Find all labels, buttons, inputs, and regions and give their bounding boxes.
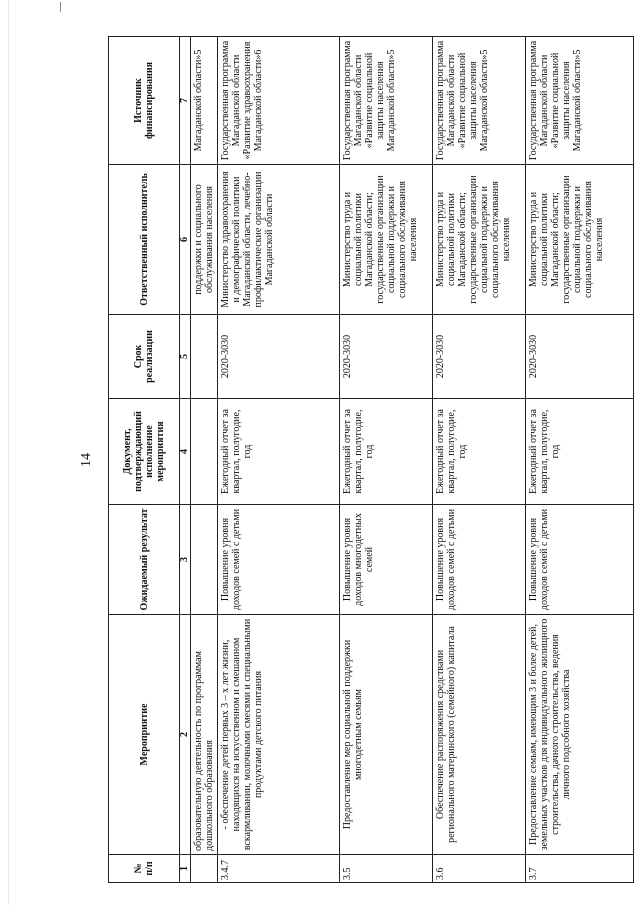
row-executor: Министерство труда и социальной политики Магаданской области; государственные организации социальной поддержки и социального обслуживания населения xyxy=(433,165,526,315)
row-result: Повышение уровня доходов многодетных семей xyxy=(340,505,433,615)
header-executor: Ответственный исполнитель xyxy=(109,165,180,315)
table-row xyxy=(340,37,433,883)
row-executor: Министерство труда и социальной политики Магаданской области; государственные организации социальной поддержки и социального обслуживания населения xyxy=(526,165,634,315)
table-header-row xyxy=(109,37,180,883)
row-document: Ежегодный отчет за квартал, полугодие, год xyxy=(218,399,340,505)
measures-table xyxy=(108,36,634,883)
row-term: 2020-3030 xyxy=(218,315,340,399)
header-event: Мероприятие xyxy=(109,615,180,855)
column-number: 4 xyxy=(180,399,191,505)
table-row xyxy=(191,37,218,883)
row-event: Предоставление мер социальной поддержки многодетным семьям xyxy=(340,615,433,855)
column-number: 2 xyxy=(180,615,191,855)
column-number: 3 xyxy=(180,505,191,615)
row-result: Повышение уровня доходов семей с детьми xyxy=(526,505,634,615)
page-number: 14 xyxy=(79,453,94,467)
row-number: 3.6 xyxy=(433,855,526,883)
table-row xyxy=(218,37,340,883)
row-event: Предоставление семьям, имеющим 3 и более детей, земельных участков для индивидуального жилищного строительства, дачного строительства, ведения личного подсобного хозяйства xyxy=(526,615,634,855)
row-event: Обеспечение распоряжения средствами регионального материнского (семейного) капитала xyxy=(433,615,526,855)
row-document: Ежегодный отчет за квартал, полугодие, год xyxy=(340,399,433,505)
row-document: Ежегодный отчет за квартал, полугодие, год xyxy=(526,399,634,505)
column-number: 6 xyxy=(180,165,191,315)
row-source: Государственная программа Магаданской области «Развитие социальной защиты населения Магаданской области»5 xyxy=(340,37,433,165)
row-number xyxy=(191,855,218,883)
row-number: 3.7 xyxy=(526,855,634,883)
row-executor: поддержки и социального обслуживания населения xyxy=(191,165,218,315)
row-result: Повышение уровня доходов семей с детьми xyxy=(218,505,340,615)
row-source: Государственная программа Магаданской области «Развитие социальной защиты населения Магаданской области»5 xyxy=(433,37,526,165)
header-source: Источник финансирования xyxy=(109,37,180,165)
row-result xyxy=(191,505,218,615)
row-result: Повышение уровня доходов семей с детьми xyxy=(433,505,526,615)
row-document xyxy=(191,399,218,505)
header-result: Ожидаемый результат xyxy=(109,505,180,615)
row-event: образовательную деятельность по программам дошкольного образования xyxy=(191,615,218,855)
row-document: Ежегодный отчет за квартал, полугодие, год xyxy=(433,399,526,505)
column-number: 7 xyxy=(180,37,191,165)
scan-mark xyxy=(60,2,61,12)
row-term: 2020-3030 xyxy=(340,315,433,399)
row-source: Государственная программа Магаданской области «Развитие здравоохранения Магаданской области»6 xyxy=(218,37,340,165)
row-term: 2020-3030 xyxy=(433,315,526,399)
row-executor: Министерство здравоохранения и демографической политики Магаданской области, лечебно-профилактические организации Магаданской области xyxy=(218,165,340,315)
header-number: № п/п xyxy=(109,855,180,883)
row-number: 3.5 xyxy=(340,855,433,883)
rotated-page xyxy=(72,37,605,883)
column-number: 1 xyxy=(180,855,191,883)
row-term xyxy=(191,315,218,399)
row-executor: Министерство труда и социальной политики Магаданской области; государственные организации социальной поддержки и социального обслуживания населения xyxy=(340,165,433,315)
table-row xyxy=(526,37,634,883)
column-number: 5 xyxy=(180,315,191,399)
row-number: 3.4.7 xyxy=(218,855,340,883)
row-term: 2020-3030 xyxy=(526,315,634,399)
table-row xyxy=(433,37,526,883)
scan-edge-line xyxy=(8,0,9,905)
row-source: Государственная программа Магаданской области «Развитие социальной защиты населения Магаданской области»5 xyxy=(526,37,634,165)
header-document: Документ, подтверждающий исполнение мероприятия xyxy=(109,399,180,505)
column-number-row xyxy=(180,37,191,883)
row-source: Магаданской области»5 xyxy=(191,37,218,165)
row-event: - обеспечение детей первых 3 – х лет жизни, находящихся на искусственном и смешанном вскармливании, молочными смесями и специальными продуктами детского питания xyxy=(218,615,340,855)
header-term: Срок реализации xyxy=(109,315,180,399)
